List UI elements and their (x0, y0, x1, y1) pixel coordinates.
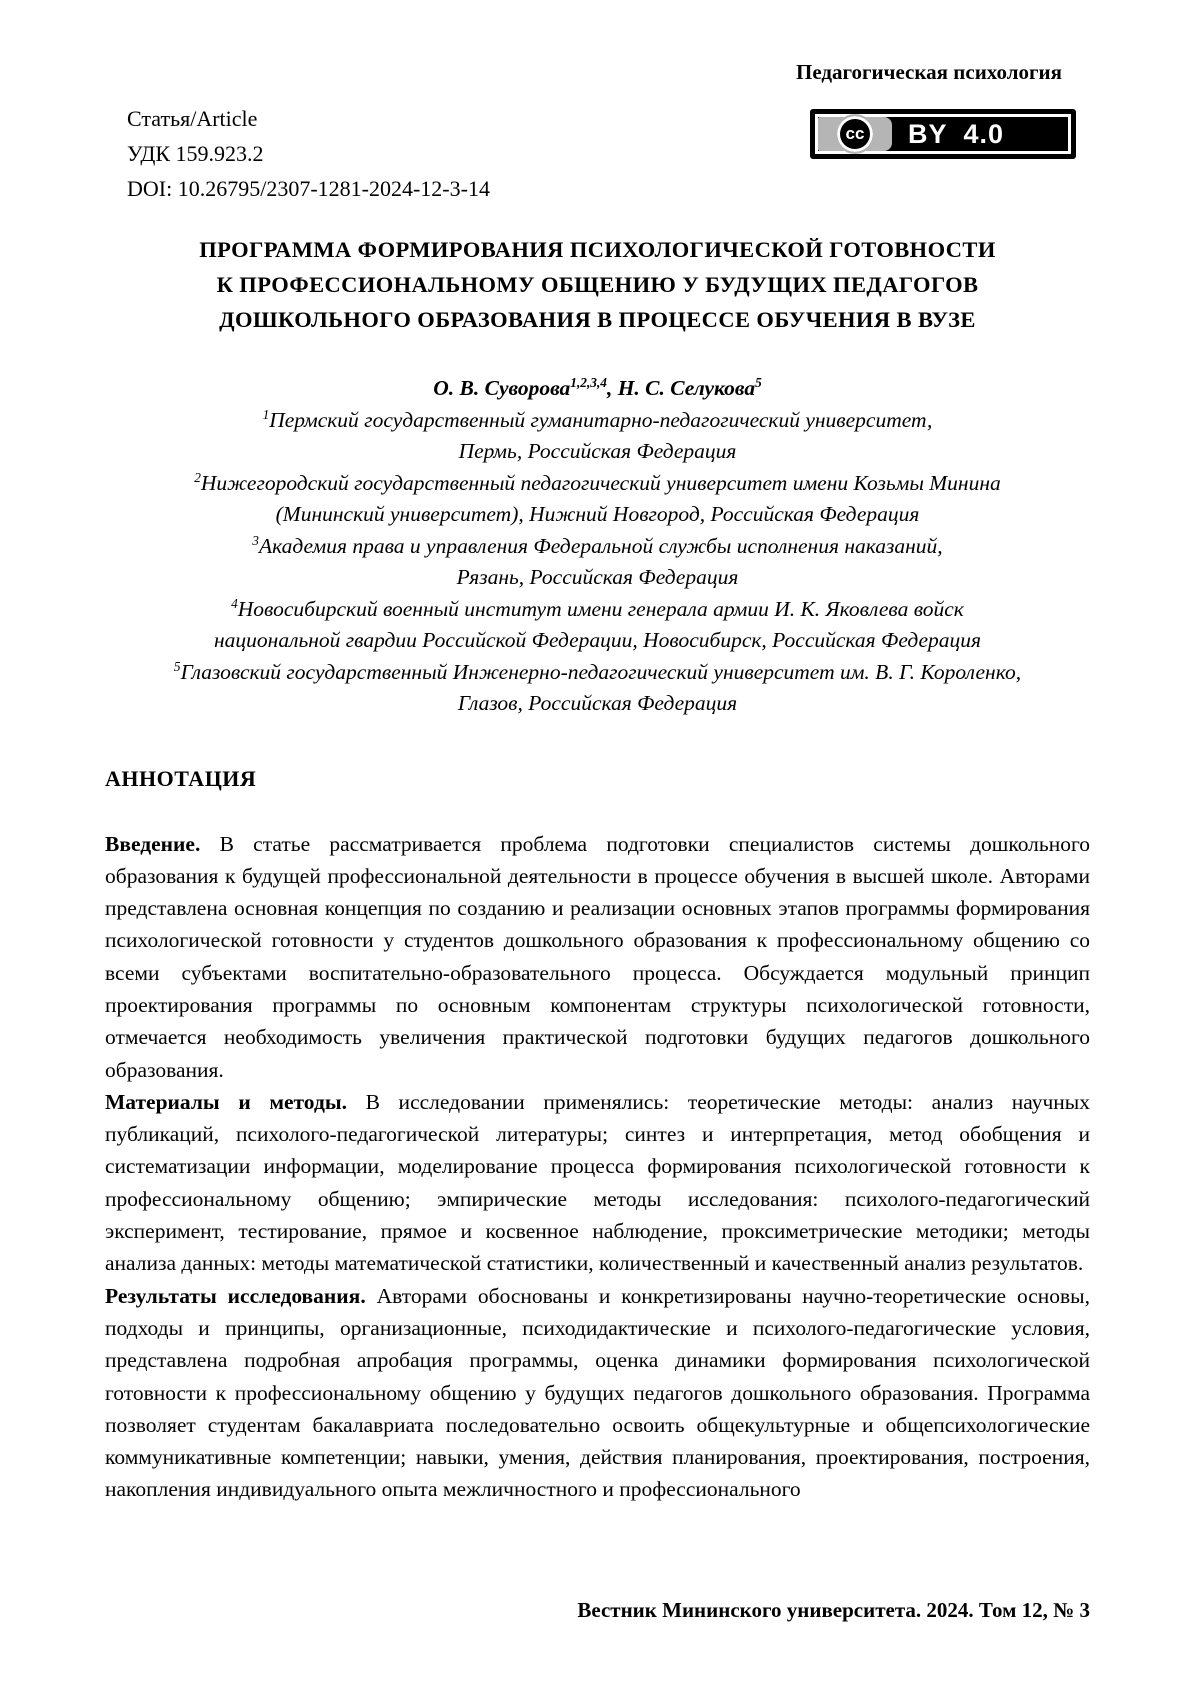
cc-badge-inner (815, 114, 1071, 154)
affiliation-line: $^3$Академия права и управления Федеральной службы исполнения наказаний, (252, 532, 943, 558)
affiliation-line: Глазов, Российская Федерация (457, 691, 738, 715)
affiliation-line: (Мининский университет), Нижний Новгород, Российская Федерация (275, 502, 920, 526)
affiliation-line: Рязань, Российская Федерация (456, 565, 739, 589)
affiliations (105, 405, 1090, 720)
authors-block (105, 373, 1090, 720)
udc-label: УДК 159.923.2 (127, 141, 264, 166)
abstract-heading: АННОТАЦИЯ (105, 765, 257, 791)
title-line: К ПРОФЕССИОНАЛЬНОМУ ОБЩЕНИЮ У БУДУЩИХ ПЕДАГОГОВ (216, 272, 979, 297)
page-content (105, 0, 1090, 1506)
cc-logo-icon: cc (837, 116, 873, 152)
article-title (105, 232, 1090, 337)
cc-license-label: BY 4.0 (908, 118, 1005, 149)
journal-section-label: Педагогическая психология (795, 60, 1062, 84)
paragraph-label: Материалы и методы. (105, 1089, 347, 1114)
article-meta (105, 101, 490, 206)
abstract-paragraph: Результаты исследования. Авторами обоснованы и конкретизированы научно-теоретические основы, подходы и принципы, организационные, психодидактические и психолого-педагогические условия, представлена подробная апробация программы, оценка динамики формирования психологической готовности к профессиональному общению у будущих педагогов дошкольного образования. Программа позволяет студентам бакалавриата последовательно освоить общекультурные и общепсихологические коммуникативные компетенции; навыки, умения, действия планирования, проектирования, построения, накопления индивидуального опыта межличностного и профессионального (105, 1283, 1090, 1502)
journal-footer: Вестник Мининского университета. 2024. Том 12, № 3 (577, 1598, 1090, 1622)
title-line: ДОШКОЛЬНОГО ОБРАЗОВАНИЯ В ПРОЦЕССЕ ОБУЧЕНИЯ В ВУЗЕ (219, 307, 976, 332)
affiliation-line: $^5$Глазовский государственный Инженерно-педагогический университет им. В. Г. Короленко, (173, 658, 1022, 684)
affiliation-line: $^2$Нижегородский государственный педагогический университет имени Козьмы Минина (194, 469, 1001, 495)
abstract-body (105, 828, 1090, 1506)
abstract-paragraph: Введение. В статье рассматривается проблема подготовки специалистов системы дошкольного образования к будущей профессиональной деятельности в процессе обучения в высшей школе. Авторами представлена основная концепция по созданию и реализации основных этапов программы формирования психологической готовности у студентов дошкольного образования к профессиональному общению со всеми субъектами воспитательно-образовательного процесса. Обсуждается модульный принцип проектирования программы по основным компонентам структуры психологической готовности, отмечается необходимость увеличения практической подготовки будущих педагогов дошкольного образования. (105, 831, 1090, 1082)
affiliation-line: национальной гвардии Российской Федерации, Новосибирск, Российская Федерация (213, 628, 982, 652)
doi-label: DOI: 10.26795/2307-1281-2024-12-3-14 (127, 176, 490, 201)
title-line: ПРОГРАММА ФОРМИРОВАНИЯ ПСИХОЛОГИЧЕСКОЙ ГОТОВНОСТИ (199, 237, 996, 262)
cc-by-license-badge[interactable] (810, 109, 1076, 159)
affiliation-line: $^1$Пермский государственный гуманитарно-педагогический университет, (262, 406, 933, 432)
cc-logo-panel (818, 117, 892, 151)
authors-line: О. В. Суворова$^{1,2,3,4}$, Н. С. Селукова$^5$ (433, 374, 762, 400)
abstract-paragraph: Материалы и методы. В исследовании применялись: теоретические методы: анализ научных публикаций, психолого-педагогической литературы; синтез и интерпретация, метод обобщения и систематизации информации, моделирование процесса формирования психологической готовности к профессиональному общению; эмпирические методы исследования: психолого-педагогический эксперимент, тестирование, прямое и косвенное наблюдение, проксиметрические методики; методы анализа данных: методы математической статистики, количественный и качественный анализ результатов. (105, 1089, 1090, 1276)
affiliation-line: Пермь, Российская Федерация (458, 439, 737, 463)
affiliation-line: $^4$Новосибирский военный институт имени генерала армии И. К. Яковлева войск (231, 595, 964, 621)
paragraph-label: Введение. (105, 831, 201, 856)
meta-row (105, 101, 1090, 206)
paragraph-label: Результаты исследования. (105, 1283, 366, 1308)
article-type-label: Статья/Article (127, 106, 258, 131)
